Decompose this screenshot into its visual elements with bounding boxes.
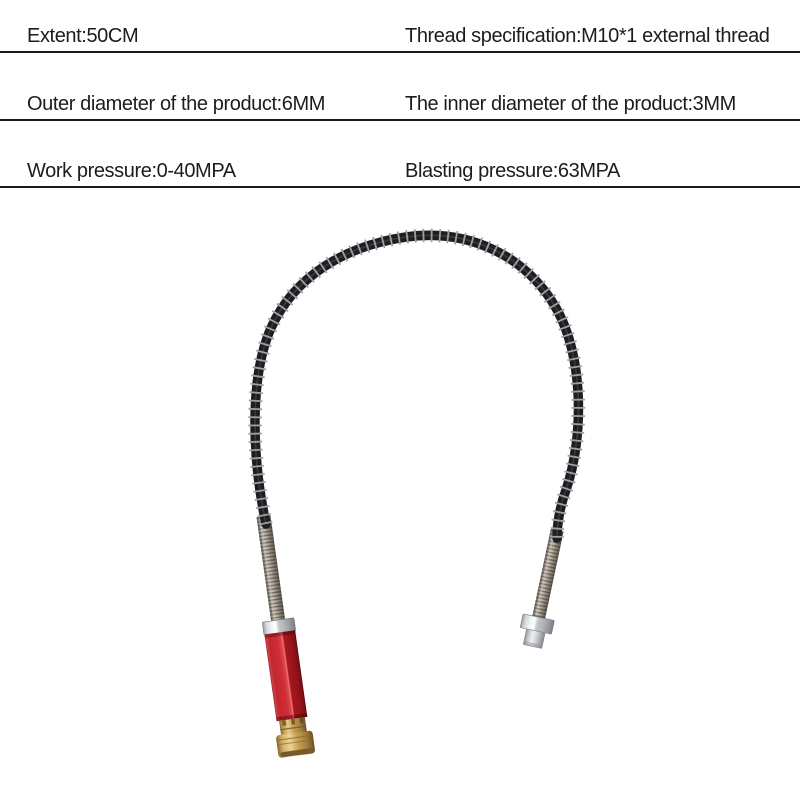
spec-outer-diameter: Outer diameter of the product:6MM [27, 93, 326, 115]
spec-thread: Thread specification:M10*1 external thread [405, 25, 770, 47]
left-end-fitting [245, 513, 315, 758]
spec-work-pressure: Work pressure:0-40MPA [27, 160, 236, 182]
red-grip-handle [264, 630, 307, 721]
spec-blasting-pressure: Blasting pressure:63MPA [405, 160, 620, 182]
hose [255, 235, 578, 538]
spec-inner-diameter: The inner diameter of the product:3MM [405, 93, 736, 115]
brass-quick-connect-coupler [274, 716, 316, 758]
hose-tube [255, 235, 578, 538]
spec-extent: Extent:50CM [27, 25, 139, 47]
right-end-fitting [517, 527, 573, 650]
